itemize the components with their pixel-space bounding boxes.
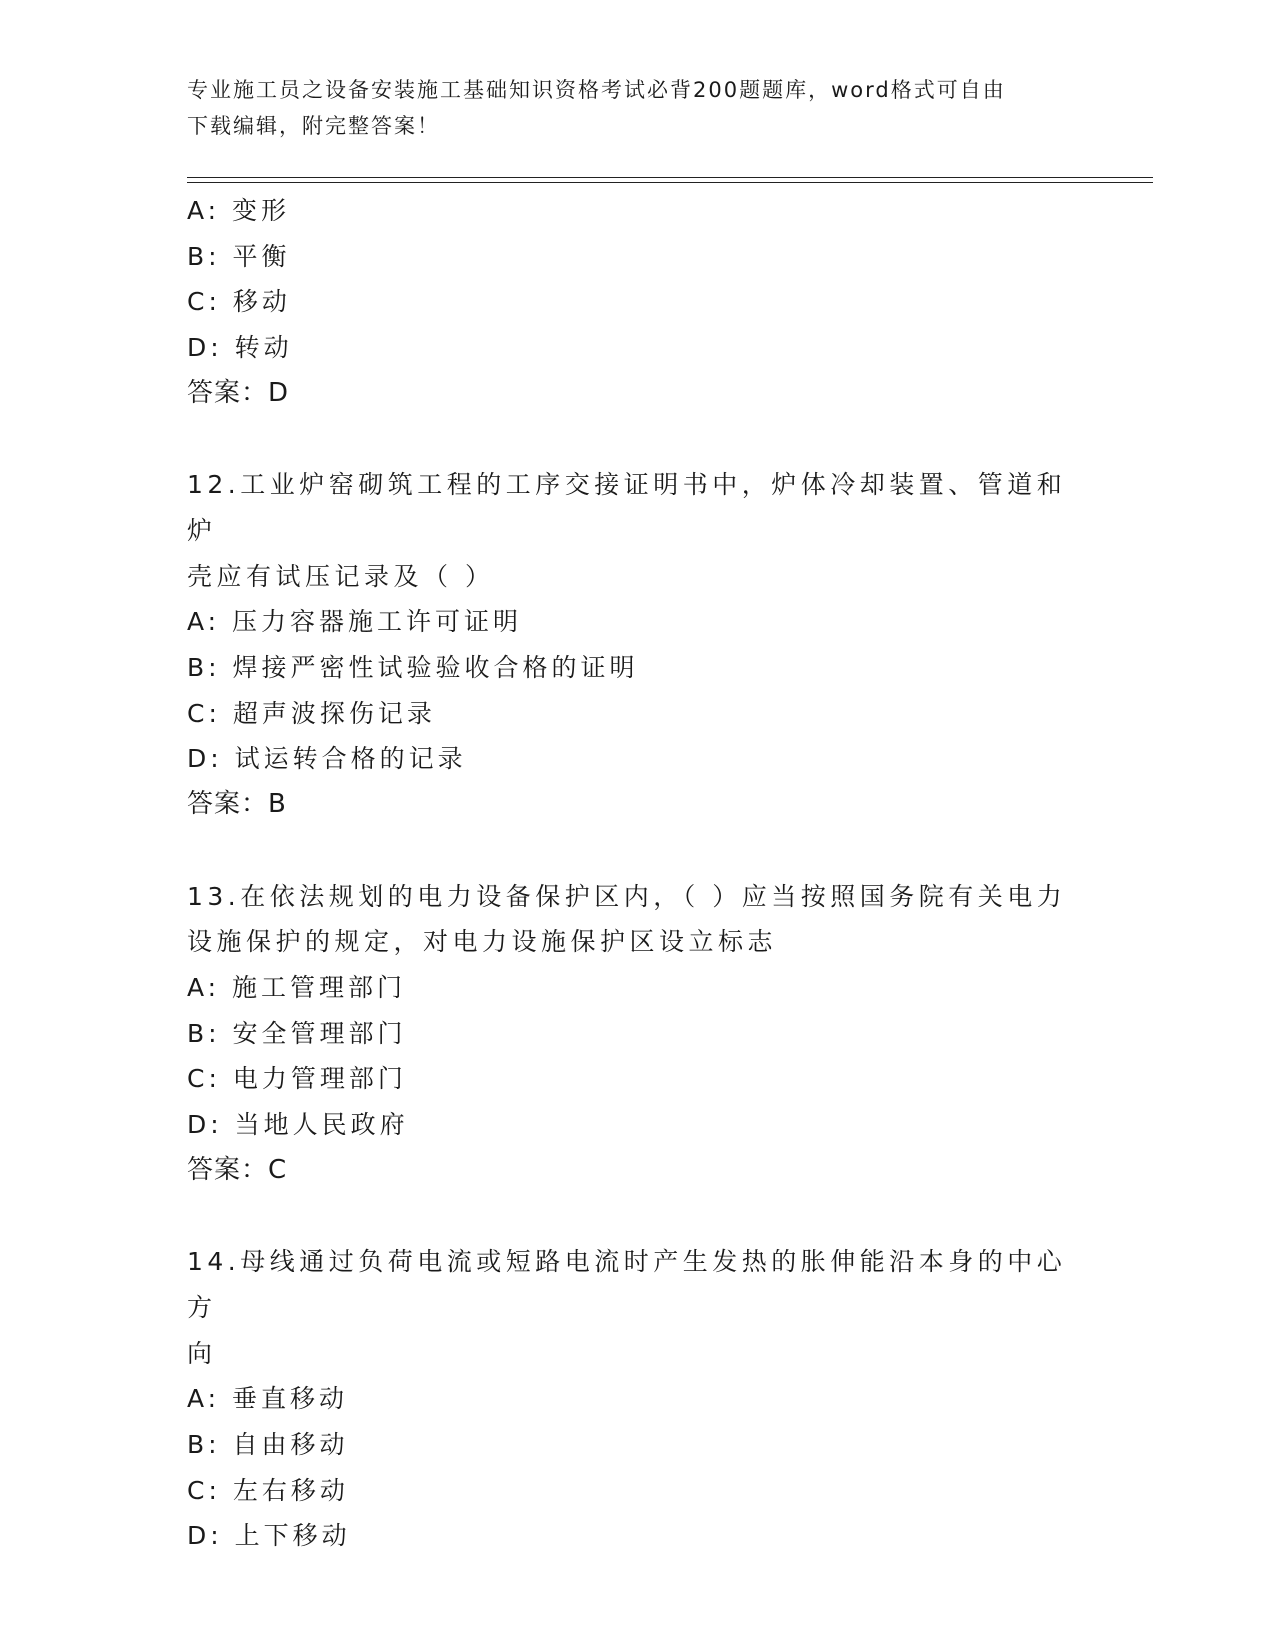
option-a: A: 变形 — [187, 196, 291, 225]
answer: 答案：C — [187, 1154, 288, 1185]
option-a: A: 垂直移动 — [187, 1384, 349, 1414]
question-stem-line-2: 壳应有试压记录及（ ） — [187, 561, 495, 591]
question-11 — [187, 188, 1087, 417]
header-divider-bottom — [187, 182, 1153, 183]
question-stem-line-2: 设施保护的规定，对电力设施保护区设立标志 — [187, 927, 778, 957]
option-c: C: 左右移动 — [187, 1475, 349, 1505]
option-a: A: 压力容器施工许可证明 — [187, 607, 523, 637]
question-13 — [187, 874, 1087, 1194]
option-d: D: 试运转合格的记录 — [187, 744, 467, 774]
question-stem-line-1: 12.工业炉窑砌筑工程的工序交接证明书中，炉体冷却装置、管道和炉 — [187, 470, 1067, 545]
option-a: A: 施工管理部门 — [187, 972, 407, 1002]
option-b: B: 自由移动 — [187, 1429, 349, 1459]
question-spacer — [187, 417, 1087, 463]
option-b: B: 安全管理部门 — [187, 1018, 407, 1048]
document-header — [187, 72, 1067, 144]
answer: 答案：B — [187, 789, 287, 820]
question-spacer — [187, 1193, 1087, 1239]
option-b: B: 焊接严密性试验验收合格的证明 — [187, 653, 639, 683]
option-d: D: 转动 — [187, 333, 293, 363]
question-stem-line-2: 向 — [187, 1338, 217, 1368]
question-spacer — [187, 828, 1087, 874]
option-d: D: 上下移动 — [187, 1521, 351, 1551]
answer: 答案：D — [187, 377, 290, 408]
header-title-line-1: 专业施工员之设备安装施工基础知识资格考试必背200题题库，word格式可自由 — [187, 78, 1006, 102]
option-b: B: 平衡 — [187, 241, 291, 271]
question-stem-line-1: 14.母线通过负荷电流或短路电流时产生发热的胀伸能沿本身的中心方 — [187, 1247, 1067, 1322]
question-14 — [187, 1239, 1087, 1559]
question-12 — [187, 462, 1087, 828]
question-stem-line-1: 13.在依法规划的电力设备保护区内，（ ）应当按照国务院有关电力 — [187, 881, 1067, 911]
option-c: C: 超声波探伤记录 — [187, 698, 436, 728]
question-list — [187, 188, 1087, 1559]
header-title-line-2: 下载编辑，附完整答案！ — [187, 114, 440, 138]
header-divider-top — [187, 177, 1153, 178]
option-c: C: 移动 — [187, 287, 291, 317]
option-c: C: 电力管理部门 — [187, 1064, 407, 1094]
option-d: D: 当地人民政府 — [187, 1110, 409, 1140]
